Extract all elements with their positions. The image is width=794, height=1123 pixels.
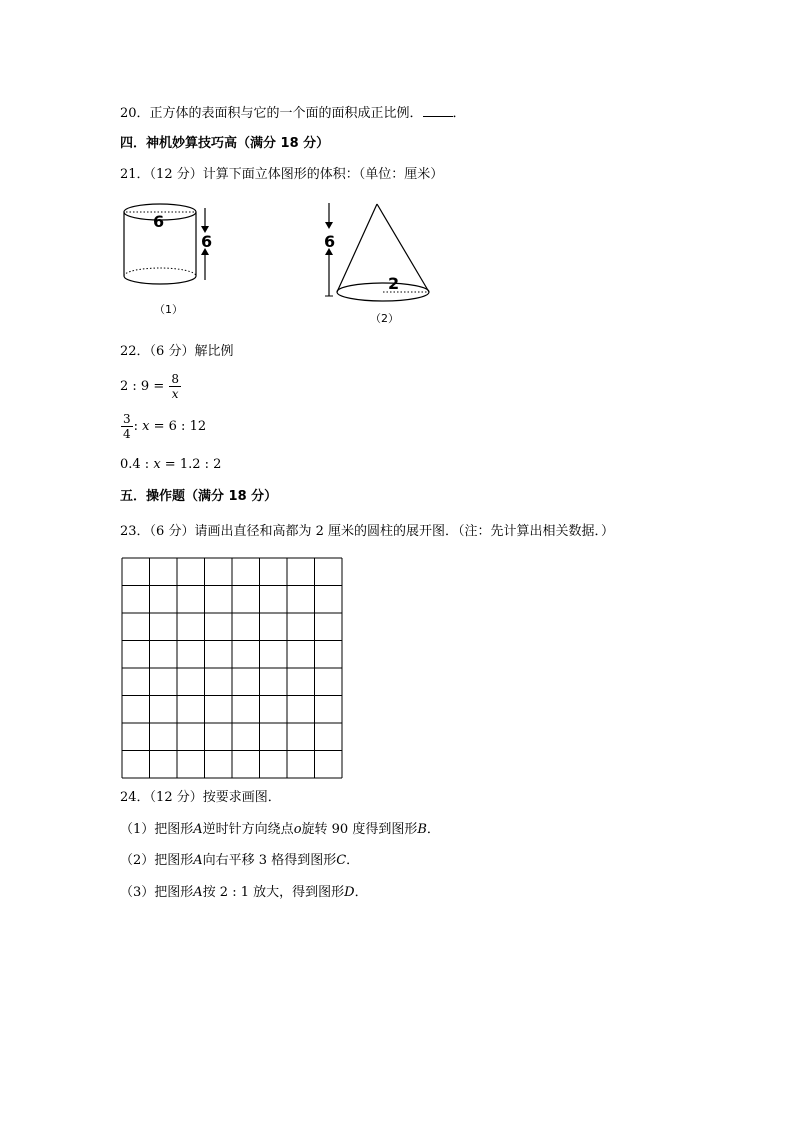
shape-d-label: D <box>344 885 355 900</box>
equation-1-fraction <box>169 372 181 401</box>
equation-2-variable: x <box>142 419 150 434</box>
question-24-text: 24．（12 分）按要求画图． <box>120 790 281 805</box>
figure-2-caption: （2） <box>370 312 399 325</box>
question-20 <box>120 104 466 123</box>
cylinder-height-label: 6 <box>201 232 213 251</box>
question-24-item-3 <box>120 884 368 902</box>
fraction-numerator: 3 <box>123 412 131 426</box>
equation-2 <box>120 410 206 444</box>
question-24-item-1 <box>120 821 440 839</box>
equation-1-lhs: 2 : 9 = <box>120 379 165 394</box>
item-text: 逆时针方向绕点 <box>202 822 294 837</box>
shape-a-label: A <box>193 822 203 837</box>
shape-c-label: C <box>336 853 347 868</box>
figure-1-caption: （1） <box>154 303 183 316</box>
equation-3-lhs: 0.4 : <box>120 457 154 472</box>
cone-figure <box>320 198 440 330</box>
fraction-denominator: 4 <box>123 427 131 441</box>
item-text: 向右平移 3 格得到图形 <box>202 853 337 868</box>
equation-2-rhs: = 6 : 12 <box>149 419 207 434</box>
answer-blank[interactable] <box>423 104 453 117</box>
fraction-denominator: x <box>171 387 179 401</box>
item-text: （3）把图形 <box>120 885 194 900</box>
equation-2-colon: : <box>133 419 143 434</box>
section-4-title: 四．神机妙算技巧高（满分 18 分） <box>120 136 330 151</box>
question-22-text: 22．（6 分）解比例 <box>120 344 234 359</box>
question-24-item-2 <box>120 852 359 870</box>
question-20-tail: ． <box>452 106 466 121</box>
fraction-numerator: 8 <box>171 372 179 386</box>
question-21-text: 21．（12 分）计算下面立体图形的体积：（单位：厘米） <box>120 167 444 182</box>
item-text: （1）把图形 <box>120 822 194 837</box>
cone-right-edge <box>377 204 429 292</box>
cone-height-label: 6 <box>324 232 336 251</box>
question-23-text: 23．（6 分）请画出直径和高都为 2 厘米的圆柱的展开图．（注：先计算出相关数据．） <box>120 524 614 539</box>
item-text: 旋转 90 度得到图形 <box>301 822 418 837</box>
cylinder-bottom-back <box>124 268 196 276</box>
equation-1 <box>120 370 182 404</box>
arrow-down-head <box>325 222 333 229</box>
item-text: ． <box>426 822 440 837</box>
section-5-title: 五．操作题（满分 18 分） <box>120 489 278 504</box>
item-text: （2）把图形 <box>120 853 194 868</box>
cone-radius-label: 2 <box>388 274 400 293</box>
cylinder-top-label: 6 <box>153 212 165 231</box>
shape-a-label: A <box>193 853 203 868</box>
equation-2-fraction <box>121 412 133 441</box>
equation-3-variable: x <box>153 457 161 472</box>
cylinder-figure <box>118 198 228 323</box>
item-text: 按 2 : 1 放大，得到图形 <box>202 885 345 900</box>
shape-b-label: B <box>417 822 427 837</box>
equation-3-rhs: = 1.2 : 2 <box>160 457 222 472</box>
item-text: ． <box>354 885 368 900</box>
item-text: ． <box>346 853 360 868</box>
point-o-label: o <box>293 822 302 837</box>
question-20-text: 20．正方体的表面积与它的一个面的面积成正比例． <box>120 106 423 121</box>
cone-axis-dotted <box>377 206 383 292</box>
drawing-grid[interactable] <box>121 557 343 781</box>
equation-3 <box>120 456 221 474</box>
shape-a-label: A <box>193 885 203 900</box>
cone-left-edge <box>337 204 377 292</box>
cylinder-bottom-front <box>124 276 196 284</box>
